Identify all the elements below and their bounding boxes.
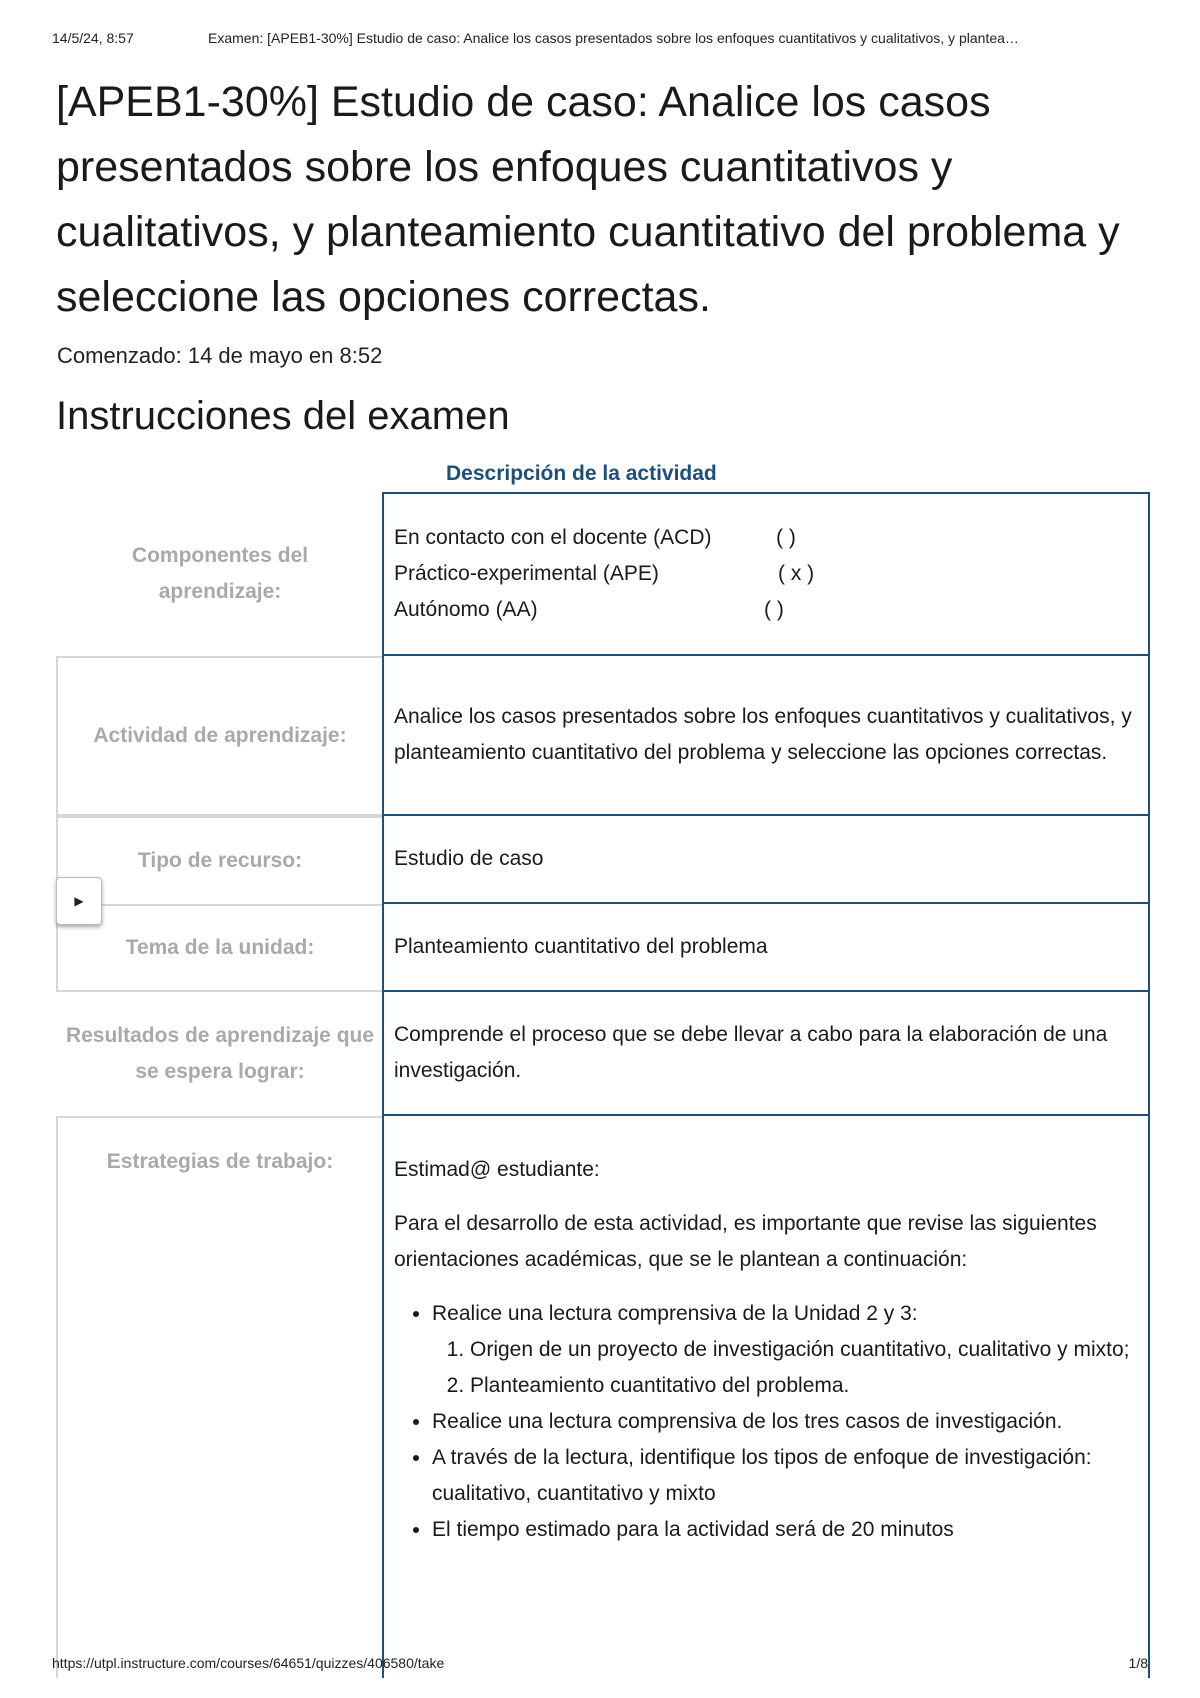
table-row-components bbox=[56, 492, 1150, 656]
component-name: En contacto con el docente (ACD) bbox=[394, 526, 712, 549]
page-number: 1/8 bbox=[1128, 1655, 1148, 1671]
components-label: Componentes del aprendizaje: bbox=[131, 544, 309, 603]
print-document-title: Examen: [APEB1-30%] Estudio de caso: Analice los casos presentados sobre los enfoques cuantitativos y cualitativos, y plantea… bbox=[208, 30, 1019, 46]
component-name: Autónomo (AA) bbox=[394, 598, 538, 621]
strategies-intro: Para el desarrollo de esta actividad, es importante que revise las siguientes orientaciones académicas, que se le plantean a continuación: bbox=[394, 1212, 1097, 1271]
table-row-strategies bbox=[56, 1116, 1150, 1678]
strategies-value bbox=[382, 1116, 1150, 1678]
table-row-resource bbox=[56, 816, 1150, 904]
table-row-results bbox=[56, 992, 1150, 1116]
table-row-topic bbox=[56, 904, 1150, 992]
component-item bbox=[394, 520, 1138, 556]
component-item bbox=[394, 556, 1138, 592]
sub-list bbox=[432, 1332, 1138, 1404]
list-item: • El tiempo estimado para la actividad será de 20 minutos bbox=[432, 1512, 1138, 1548]
component-mark: ( ) bbox=[764, 598, 784, 621]
strategies-greeting: Estimad@ estudiante: bbox=[394, 1158, 600, 1181]
table-row-activity bbox=[56, 656, 1150, 816]
component-mark: ( ) bbox=[776, 526, 796, 549]
print-header bbox=[52, 30, 1148, 50]
components-value bbox=[382, 492, 1150, 656]
instructions-heading: Instrucciones del examen bbox=[56, 394, 510, 438]
play-icon: ▶ bbox=[74, 894, 84, 908]
resource-label: Tipo de recurso: bbox=[56, 816, 382, 904]
play-button[interactable] bbox=[56, 877, 102, 925]
topic-label: Tema de la unidad: bbox=[56, 904, 382, 992]
strategies-list bbox=[394, 1296, 1138, 1548]
resource-value: Estudio de caso bbox=[382, 816, 1150, 904]
print-footer bbox=[52, 1655, 1148, 1675]
print-date: 14/5/24, 8:57 bbox=[52, 30, 134, 46]
list-item: • Realice una lectura comprensiva de los tres casos de investigación. bbox=[432, 1404, 1138, 1440]
page-title: [APEB1-30%] Estudio de caso: Analice los casos presentados sobre los enfoques cuantitativos y cualitativos, y planteamiento cuantitativo del problema y seleccione las opciones correctas. bbox=[56, 78, 1120, 321]
list-item bbox=[432, 1296, 1138, 1404]
list-item-text: Realice una lectura comprensiva de la Unidad 2 y 3: bbox=[432, 1302, 918, 1325]
activity-description-heading: Descripción de la actividad bbox=[446, 462, 717, 485]
activity-value: Analice los casos presentados sobre los enfoques cuantitativos y cualitativos, y planteamiento cuantitativo del problema y seleccione las opciones correctas. bbox=[382, 656, 1150, 816]
sub-list-item: 1. Origen de un proyecto de investigación cuantitativo, cualitativo y mixto; bbox=[470, 1332, 1138, 1368]
results-value: Comprende el proceso que se debe llevar a cabo para la elaboración de una investigación. bbox=[382, 992, 1150, 1116]
topic-value: Planteamiento cuantitativo del problema bbox=[382, 904, 1150, 992]
started-timestamp: Comenzado: 14 de mayo en 8:52 bbox=[57, 343, 383, 368]
activity-info-table bbox=[56, 492, 1150, 1678]
component-mark: ( x ) bbox=[778, 562, 815, 585]
page-url: https://utpl.instructure.com/courses/64651/quizzes/406580/take bbox=[52, 1655, 445, 1671]
component-name: Práctico-experimental (APE) bbox=[394, 562, 659, 585]
sub-list-item: 2. Planteamiento cuantitativo del problema. bbox=[470, 1368, 1138, 1404]
list-item: • A través de la lectura, identifique los tipos de enfoque de investigación: cualitativo, cuantitativo y mixto bbox=[432, 1440, 1138, 1512]
strategies-label: Estrategias de trabajo: bbox=[56, 1116, 382, 1678]
component-item bbox=[394, 592, 1138, 628]
activity-label: Actividad de aprendizaje: bbox=[56, 656, 382, 816]
results-label: Resultados de aprendizaje que se espera lograr: bbox=[65, 1024, 375, 1083]
